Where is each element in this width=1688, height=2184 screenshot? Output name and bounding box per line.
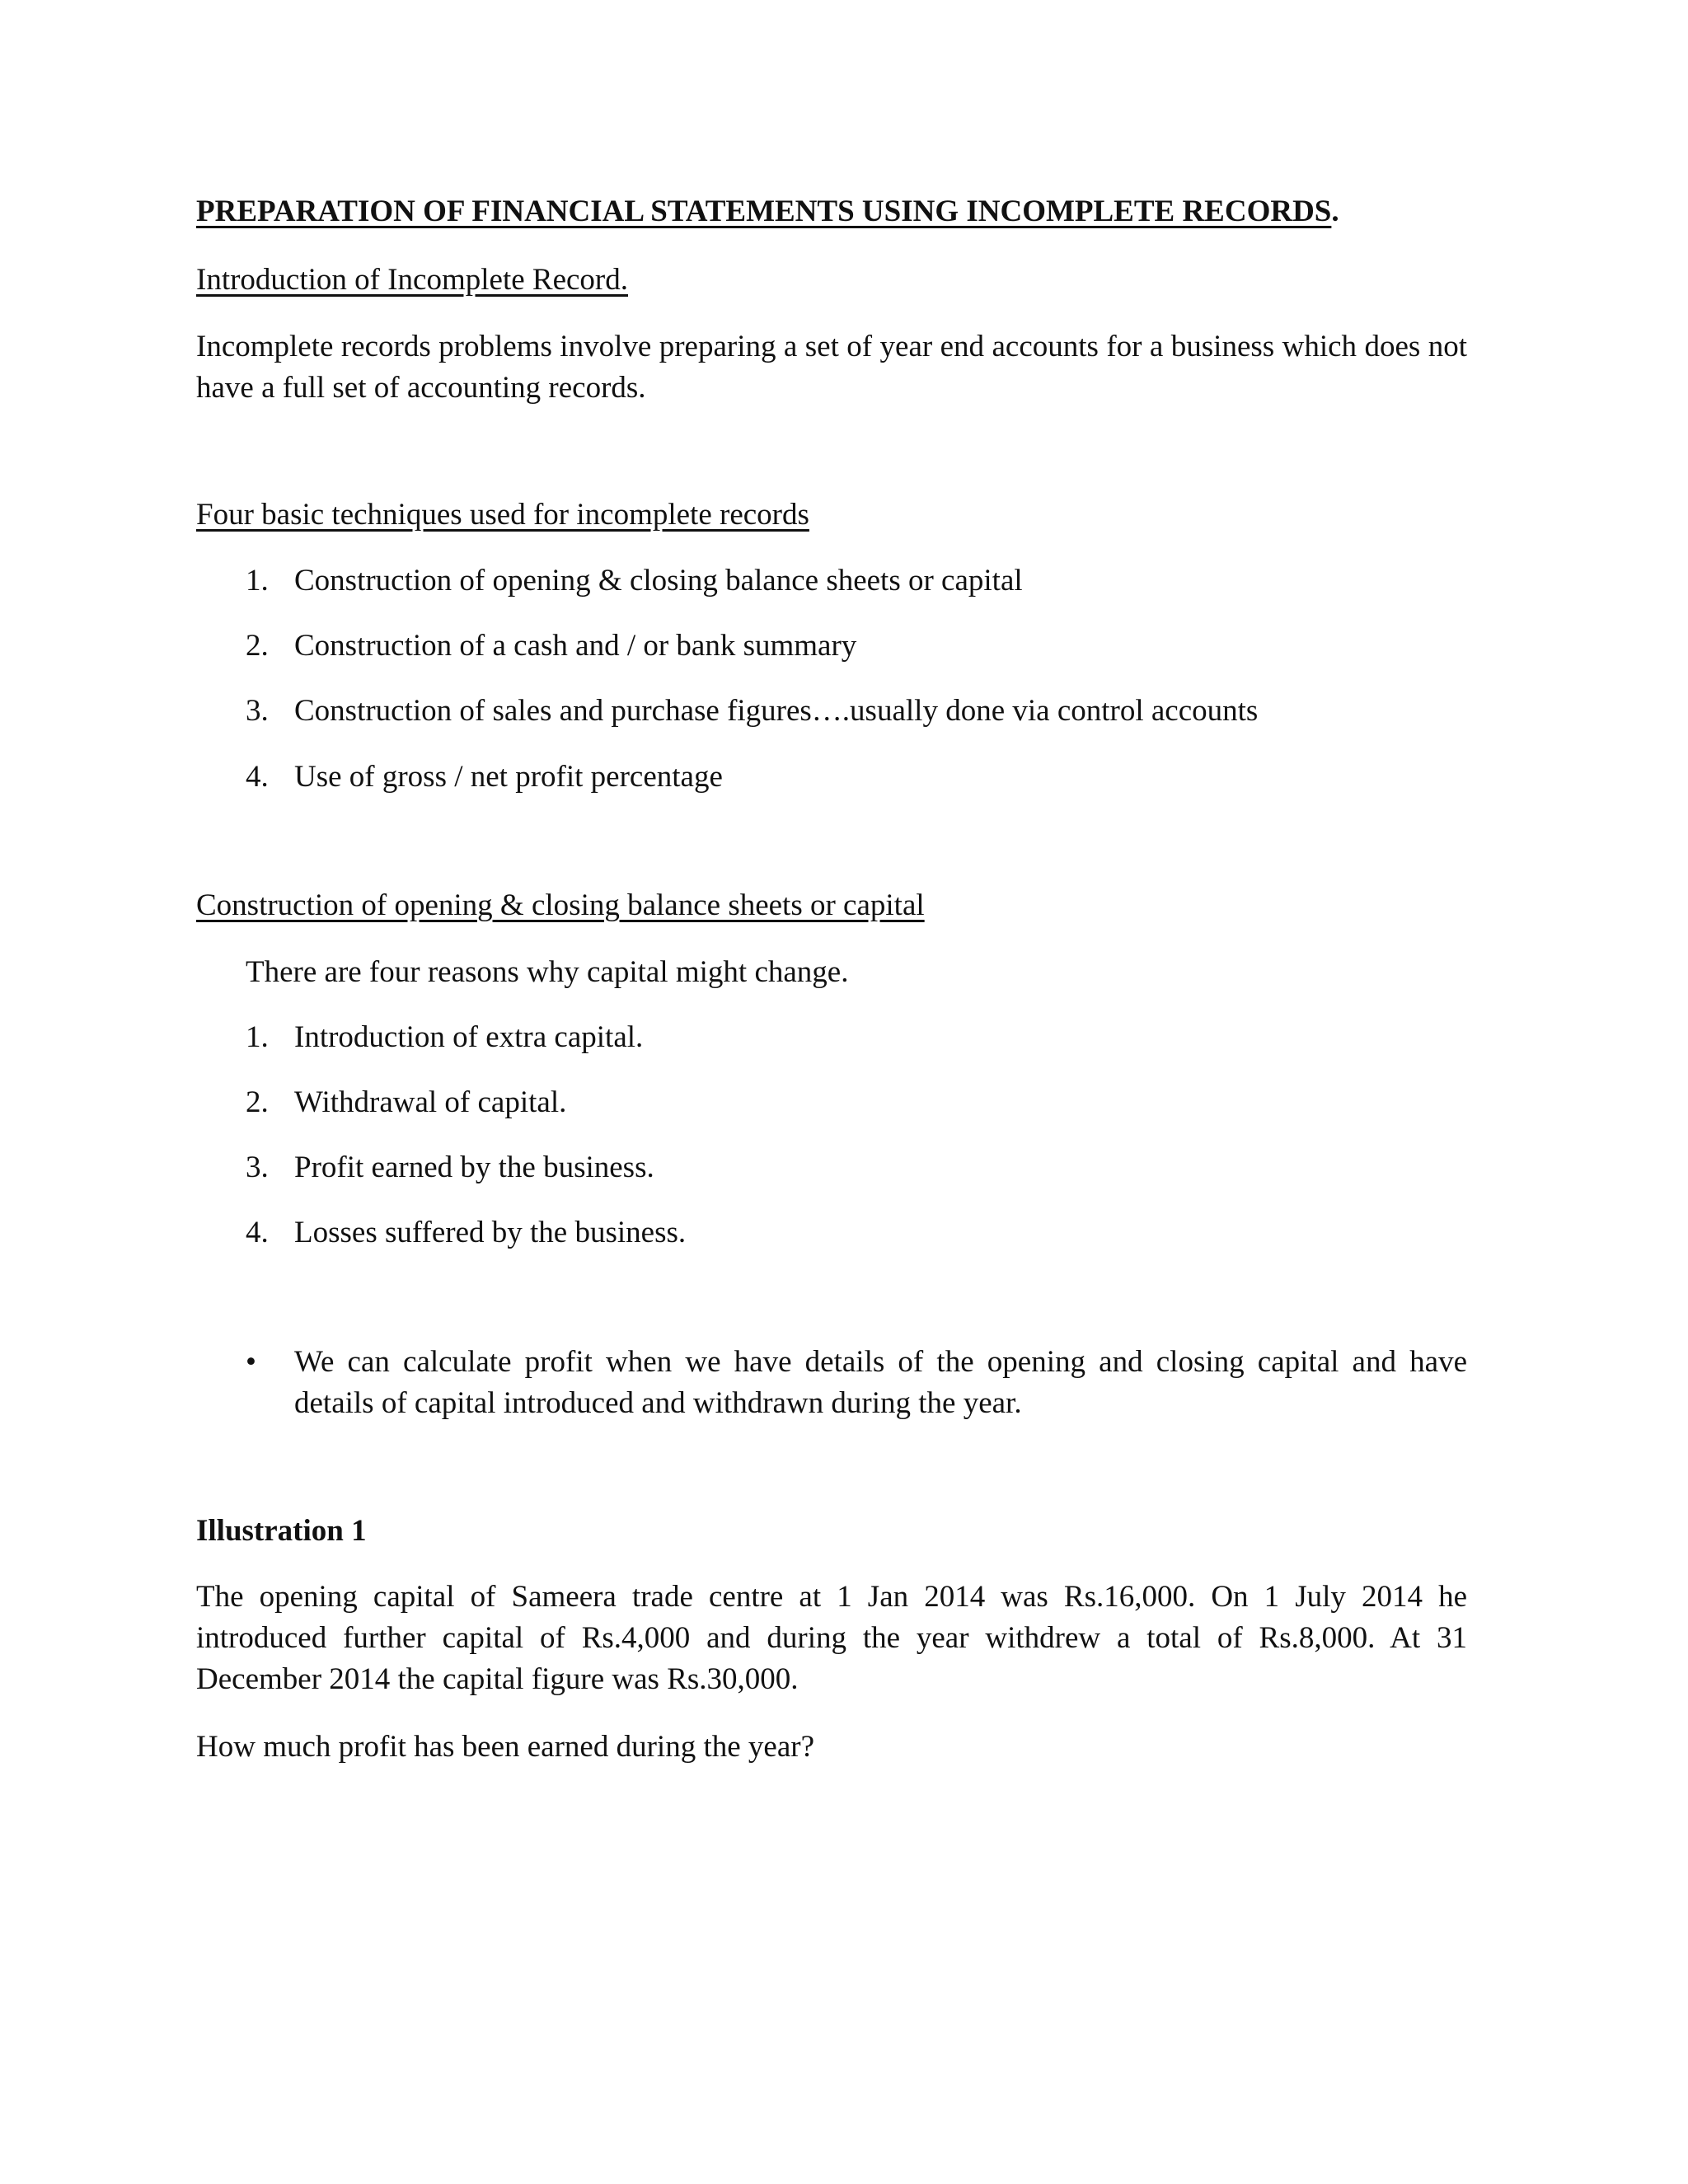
techniques-heading: Four basic techniques used for incomplete records bbox=[196, 498, 809, 532]
bullet-mark: • bbox=[246, 1345, 256, 1379]
list-item-number: 2. bbox=[246, 1085, 269, 1119]
construction-lead: There are four reasons why capital might change. bbox=[246, 955, 849, 989]
list-item-number: 1. bbox=[246, 1020, 269, 1054]
illustration-question: How much profit has been earned during the year? bbox=[196, 1730, 814, 1764]
illustration-paragraph: The opening capital of Sameera trade centre at 1 Jan 2014 was Rs.16,000. On 1 July 2014 he introduced further capital of Rs.4,000 and during the year withdrew a total of Rs.8,000. At 31 December 2014 the capital figure was Rs.30,000. bbox=[196, 1580, 1467, 1696]
illustration-heading: Illustration 1 bbox=[196, 1514, 367, 1548]
list-item-text: Construction of a cash and / or bank summary bbox=[294, 629, 857, 663]
list-item-text: Introduction of extra capital. bbox=[294, 1020, 644, 1054]
title-period: . bbox=[1331, 194, 1339, 228]
list-item-text: Profit earned by the business. bbox=[294, 1151, 654, 1184]
list-item-text: Construction of sales and purchase figures….usually done via control accounts bbox=[294, 694, 1259, 728]
list-item-number: 3. bbox=[246, 1151, 269, 1184]
list-item-number: 2. bbox=[246, 629, 269, 663]
intro-paragraph: Incomplete records problems involve preparing a set of year end accounts for a business which does not have a full set of accounting records. bbox=[196, 330, 1467, 405]
document-title: PREPARATION OF FINANCIAL STATEMENTS USING INCOMPLETE RECORDS bbox=[196, 194, 1332, 228]
list-item-number: 3. bbox=[246, 694, 269, 728]
list-item-number: 4. bbox=[246, 1216, 269, 1249]
intro-heading: Introduction of Incomplete Record. bbox=[196, 263, 628, 297]
document-title-line bbox=[196, 191, 1339, 232]
list-item-number: 4. bbox=[246, 760, 269, 794]
list-item-text: Use of gross / net profit percentage bbox=[294, 760, 723, 794]
bullet-text: We can calculate profit when we have details of the opening and closing capital and have details of capital introduced and withdrawn during the year. bbox=[294, 1345, 1467, 1420]
list-item-number: 1. bbox=[246, 564, 269, 598]
list-item-text: Construction of opening & closing balance sheets or capital bbox=[294, 564, 1023, 598]
list-item-text: Losses suffered by the business. bbox=[294, 1216, 687, 1249]
list-item-text: Withdrawal of capital. bbox=[294, 1085, 567, 1119]
construction-heading: Construction of opening & closing balance sheets or capital bbox=[196, 888, 925, 922]
